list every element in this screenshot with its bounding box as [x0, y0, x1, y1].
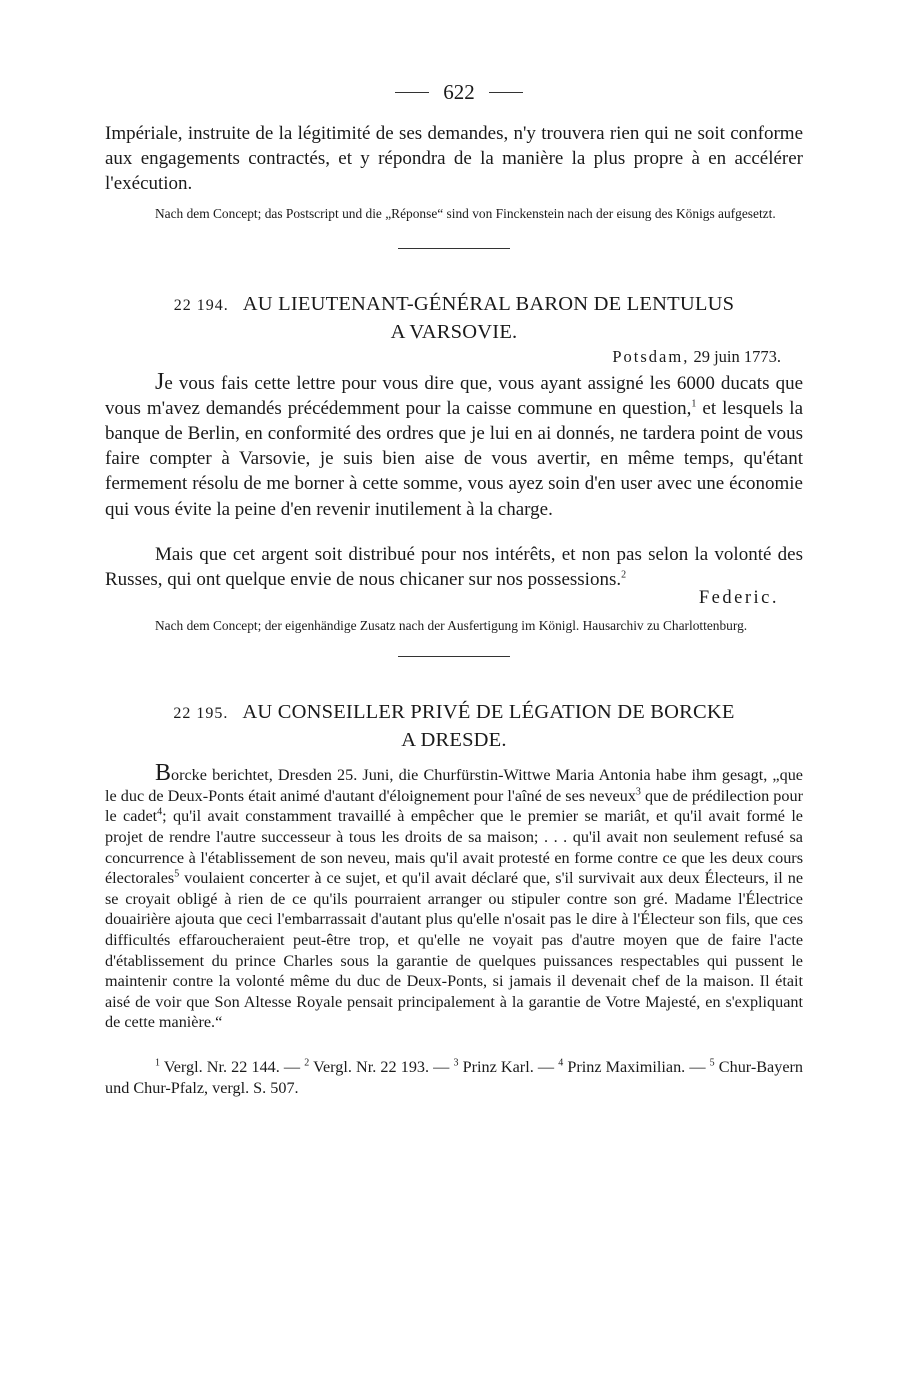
intro-source-note: Nach dem Concept; das Postscript und die „Réponse“ sind von Finckenstein nach der eisung des Königs aufgesetzt. — [155, 205, 776, 221]
letter-22194-heading-line1: AU LIEUTENANT-GÉNÉRAL BARON DE LENTULUS — [242, 292, 735, 315]
document-page — [105, 80, 803, 1099]
footnote-2-text: Vergl. Nr. 22 193. — — [309, 1057, 454, 1076]
letter-22194-source-note: Nach dem Concept; der eigenhändige Zusatz nach der Ausfertigung im Königl. Hausarchiv zu Charlottenburg. — [155, 618, 748, 634]
page-header — [115, 80, 803, 105]
footnote-3-mark: 3 — [453, 1057, 459, 1069]
page-number: 622 — [443, 80, 475, 104]
footnote-2-mark: 2 — [304, 1057, 310, 1069]
letter-22194-date: 29 juin 1773. — [693, 346, 781, 366]
letter-22194-heading — [105, 291, 803, 345]
letter-22194-dateline — [105, 347, 781, 367]
letter-22195-report — [105, 760, 803, 1033]
footnote-ref-2: 2 — [621, 569, 627, 581]
letter-22194 — [105, 291, 803, 635]
letter-22195-heading-line2: A DRESDE. — [401, 729, 507, 752]
intro-paragraph: Impériale, instruite de la légitimité de ses demandes, n'y trouvera rien qui ne soit conforme aux engagements contractés, et y répondra de la manière la plus propre à en accélérer l'exécution. — [105, 123, 803, 195]
footnote-1-text: Vergl. Nr. 22 144. — — [160, 1057, 305, 1076]
letter-22195-number: 22 195. — [173, 705, 229, 723]
letter-22194-dropcap: J — [155, 368, 165, 395]
footnote-4-mark: 4 — [558, 1057, 564, 1069]
letter-22195-report-part3: ; qu'il avait constamment travaillé à empêcher que le premier se mariât, et qu'il avait formé le projet de rendre l'autre successeur à tous les droits de sa maison; . . . qu'il avait non seulement refusé sa concurrence à l'établissement de son neveu, mais qu'il avait protesté en forme contre ce que les deux cours électorales — [105, 807, 803, 888]
letter-22195-report-part4: voulaient concerter à ce sujet, et qu'il avait déclaré que, s'il survivait aux deux Électeurs, il ne se croyait obligé à rien de ce qu'ils pourraient arranger ou stipuler contre son gré. Madame l'Électrice douairière ajouta que ceci l'embarrassait d'autant plus qu'elle n'osait pas le dire à l'Électeur son fils, que ces difficultés effaroucheraient peut-être trop, et qu'elle ne voyait pas d'autre moyen que de faire l'acte d'établissement du prince Charles sous la garantie de quelques puissances respectables qui pussent le maintenir contre la volonté même du duc de Deux-Ponts, si jamais il devenait chef de la maison. Il était aisé de voir que Son Altesse Royale pensait principalement à la garantie de Votre Majesté, en s'expliquant de cette manière.“ — [105, 869, 803, 1032]
footnote-ref-3: 3 — [635, 786, 641, 798]
footnote-ref-5: 5 — [174, 868, 180, 880]
footnote-5-mark: 5 — [709, 1057, 715, 1069]
footnote-4-text: Prinz Maximilian. — — [563, 1057, 710, 1076]
section-separator-2 — [398, 656, 510, 657]
footnote-1-mark: 1 — [155, 1057, 160, 1069]
letter-22194-heading-line2: A VARSOVIE. — [390, 320, 518, 343]
letter-22194-paragraph-2 — [105, 542, 803, 592]
letter-22195-dropcap: B — [155, 760, 172, 787]
letter-22194-signature: Federic. — [698, 588, 779, 609]
header-dash-right — [489, 92, 523, 93]
letter-22194-paragraph-1 — [105, 370, 803, 522]
letter-22195-heading — [105, 699, 803, 753]
footnote-5-text: Chur-Bayern und Chur-Pfalz, vergl. S. 507. — [105, 1057, 803, 1097]
section-separator-1 — [398, 248, 510, 249]
letter-22195 — [105, 699, 803, 1033]
footnotes — [105, 1057, 803, 1099]
header-dash-left — [395, 92, 429, 93]
letter-22194-number: 22 194. — [173, 296, 229, 314]
letter-22194-para1-text-a: e vous fais cette lettre pour vous dire que, vous ayant assigné les 6000 ducats que vous m'avez demandés précédemment pour la caisse commune en question, — [105, 372, 803, 419]
footnote-ref-1: 1 — [691, 398, 697, 410]
letter-22194-para1-text-b: et lesquels la banque de Berlin, en conformité des ordres que je lui en ai donnés, ne tardera point de vous faire compter à Varsovie, je suis bien aise de vous avertir, en même temps, qu'étant fermement résolu de me borner à cette somme, vous ayez soin d'en user avec une économie qui vous évite la peine d'en revenir inutilement à la charge. — [105, 397, 803, 520]
letter-22195-report-part1: orcke berichtet, Dresden 25. Juni, die Churfürstin-Wittwe Maria Antonia habe ihm gesagt, „que le duc de Deux-Ponts était animé d'autant d'éloignement pour l'aîné de ses neveux — [105, 766, 803, 805]
footnote-3-text: Prinz Karl. — — [458, 1057, 559, 1076]
letter-22194-place: Potsdam, — [612, 346, 690, 366]
footnote-ref-4: 4 — [157, 807, 163, 819]
letter-22195-heading-line1: AU CONSEILLER PRIVÉ DE LÉGATION DE BORCKE — [242, 701, 735, 724]
letter-22194-para2-text: Mais que cet argent soit distribué pour nos intérêts, et non pas selon la volonté des Russes, qui ont quelque envie de nous chicaner sur nos possessions. — [105, 543, 803, 591]
letter-22195-report-part2: que de prédilection pour le cadet — [105, 786, 803, 826]
